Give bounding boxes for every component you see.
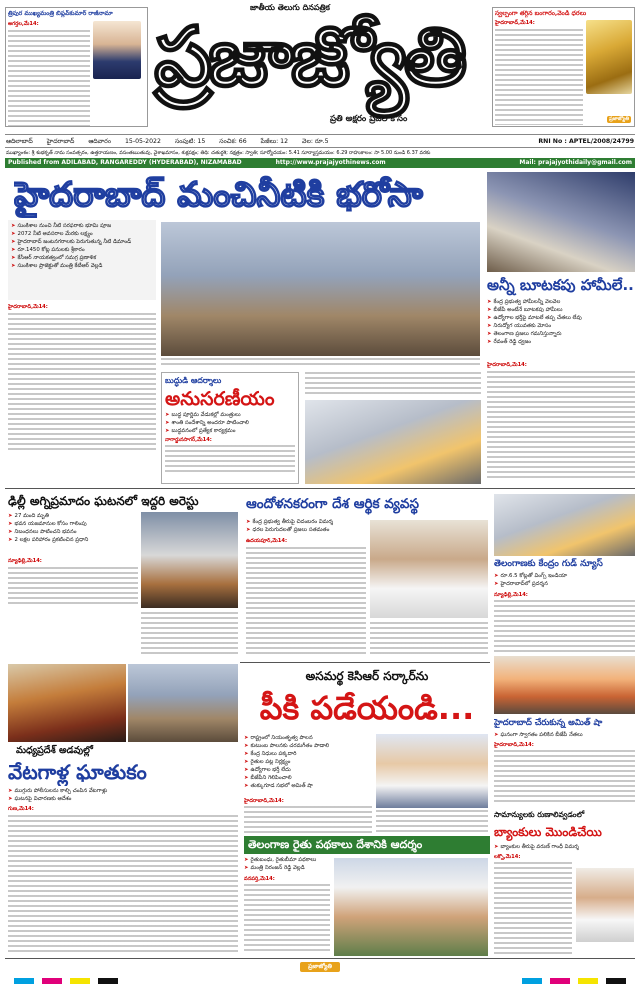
budhi-text-col (305, 372, 481, 396)
day: ఆదివారం (88, 138, 111, 145)
kcr-bullets (244, 734, 372, 796)
banks-bullet-text: బ్యాంకుల తీరుపై వరుణ్ గాంధీ విమర్శ (500, 844, 579, 850)
telangana-central-dateline: న్యూఢిల్లీ,మే14: (494, 592, 528, 598)
mp-bullet: ➤ ముగ్గురు పోలీసులను కాల్చి చంపిన వేటగాళ్లు (8, 788, 108, 794)
economy-body (246, 538, 366, 658)
kcr-bullet: ➤ రాష్ట్రంలో నియంతృత్వ పాలన (244, 735, 313, 741)
budhi-headline: అనుసరణీయం (165, 388, 275, 410)
revanth-bullet-text: తెలంగాణ ప్రజలు గమనిస్తున్నారు (493, 331, 562, 337)
revanth-bullet-text: కేంద్ర ప్రభుత్వ హామీలన్నీ వెలవెల (493, 299, 561, 305)
portrait-photo (93, 21, 141, 79)
revanth-headline: అన్నీ బూటకపు హామీలే.. (487, 276, 634, 294)
kcr-bullet-text: తుక్కుగూడ సభలో అమిత్ షా (250, 783, 313, 789)
revanth-bullet: ➤ నిరుద్యోగ యువతకు మోసం (487, 323, 552, 329)
revanth-bullet-text: బీజేపీ అంటేనే బూటకపు హామీలు (493, 307, 563, 313)
amit-bullet-text: ఘనంగా స్వాగతం పలికిన బీజేపీ నేతలు (500, 732, 583, 738)
mp-bullets (8, 787, 238, 805)
gold-box-headline: స్వల్పంగా తగ్గిన బంగారం,వెండి ధరలు (495, 10, 587, 17)
revanth-bullet: ➤ బీజేపీ అంటేనే బూటకపు హామీలు (487, 307, 563, 313)
price: వెల: రూ.5 (302, 138, 329, 145)
lead-body (8, 304, 156, 454)
place: ఆదిలాబాద్ (6, 138, 33, 145)
mp-headline: వేటగాళ్ల ఘాతుకం (8, 760, 147, 784)
revanth-bullet: ➤ తెలంగాణ ప్రజలు గమనిస్తున్నారు (487, 331, 562, 337)
kcr-bullet: ➤ బీజేపీని గెలిపించాలి (244, 775, 292, 781)
kcr-dateline: హైదరాబాద్,మే14: (244, 798, 284, 804)
kcr-headline: పీకి పడేయండి... (259, 689, 475, 727)
chidambaram-photo (370, 520, 488, 618)
pages: పేజీలు: 12 (260, 138, 289, 145)
kcr-bullet: ➤ కేంద్ర నిధులు పక్కదారి (244, 751, 297, 757)
volume: సంపుటి: 15 (174, 138, 206, 145)
date: 15-05-2022 (124, 138, 161, 145)
economy-bullets (246, 518, 366, 536)
issue: సంచిక: 66 (219, 138, 247, 145)
delhi-bullet-text: 2 లక్షల పరిహారం ప్రకటించిన ప్రధాని (14, 537, 89, 543)
budhi-bullet-text: బుద్ధ పూర్ణిమ వేడుకల్లో మంత్రులు (171, 412, 241, 418)
telangana-central-bullets (494, 572, 635, 590)
banks-bullet: ➤ బ్యాంకుల తీరుపై వరుణ్ గాంధీ విమర్శ (494, 844, 579, 850)
revanth-body (487, 362, 635, 480)
delhi-bullet: ➤ 2 లక్షల పరిహారం ప్రకటించిన ప్రధాని (8, 537, 89, 543)
delhi-bullet-text: భవన యజమానుల కోసం గాలింపు (14, 521, 87, 527)
lead-dateline: హైదరాబాద్,మే14: (8, 304, 48, 310)
delhi-bullet: ➤ 27 మంది మృతి (8, 513, 49, 519)
banks-dateline: లక్నో,మే14: (494, 854, 521, 860)
farmers-bullets (244, 856, 330, 874)
budhi-kicker: బుద్ధుడి ఆదర్శాలు (165, 376, 222, 385)
lead-bullet-text: సుంకిశాల ప్రాజెక్టుతో మంత్రి కేటీఆర్ వెల్లడి (17, 263, 103, 269)
banks-bullets (494, 843, 635, 853)
kcr-bullet: ➤ రైతుల పట్ల నిర్లక్ష్యం (244, 759, 291, 765)
delhi-body (8, 558, 138, 608)
budhi-photo (305, 400, 481, 484)
revanth-bullet: ➤ కేంద్ర ప్రభుత్వ హామీలన్నీ వెలవెల (487, 299, 561, 305)
lead-bullet: ➤ సుంకిశాల ప్రాజెక్టుతో మంత్రి కేటీఆర్ వెల్లడి (11, 263, 103, 269)
mp-bullet-text: ఘటనపై విచారణకు ఆదేశం (14, 796, 72, 802)
lead-headline: హైదరాబాద్ మంచినీటికి భరోసా (14, 175, 423, 215)
info-bar: ముఖ్యాంశం: శ్రీ శుభకృత్ నామ సంవత్సరం, ఉత్తరాయణం, వసంతఋతువు, వైశాఖమాసం, శుక్లపక్షం; తిథి: చతుర్దశి; నక్షత్రం: స్వాతి; సూర్యోదయం: 5.41 సూర్యాస్తమయం: 6.29 రాహుకాలం: సా 5.00 నుండి 6.37 వరకు (6, 150, 431, 156)
delhi-bullets (8, 512, 138, 556)
gold-box-dateline: హైదరాబాద్,మే14: (495, 20, 535, 26)
lead-bullet: ➤ సుంకిశాల నుంచి నీటి సరఫరాకు భూమి పూజ (11, 223, 112, 229)
delhi-bullet: ➤ నిబంధనలు పాటించని భవనం (8, 529, 77, 535)
delhi-headline: ఢిల్లీ అగ్నిప్రమాదం ఘటనలో ఇద్దరి అరెస్టు (8, 494, 199, 508)
mp-photo-2 (128, 664, 238, 742)
economy-dateline: ఉదయపూర్,మే14: (246, 538, 288, 544)
telangana-central-bullet: ➤ హైదరాబాద్‌లో ప్రదర్శన (494, 581, 548, 587)
lead-photo-caption (161, 358, 480, 370)
lead-photo (161, 222, 480, 356)
gold-box-badge: ప్రజాజ్యోతి (609, 116, 629, 122)
varun-photo (576, 868, 634, 942)
kcr-caption (376, 810, 488, 834)
amit-arrival-photo (494, 656, 635, 714)
lead-bullet: ➤ 2072 నీటి అవసరాల మేరకు లక్ష్యం (11, 231, 93, 237)
mail-text: Mail: prajajyothidaily@gmail.com (519, 159, 632, 166)
mp-photo (8, 664, 126, 742)
gold-bars-photo (586, 20, 632, 94)
newspaper-title: ప్రజాజ్యోతి (154, 10, 464, 105)
kcr-bullet: ➤ తుక్కుగూడ సభలో అమిత్ షా (244, 783, 313, 789)
farmers-bullet-text: మంత్రి నిరంజన్ రెడ్డి వెల్లడి (250, 865, 305, 871)
budhi-bullet: ➤ బుద్ధవనంలో ప్రత్యేక కార్యక్రమం (165, 428, 236, 434)
budhi-bullet-text: శాంతి సందేశాన్ని అందరూ పాటించాలి (171, 420, 249, 426)
mp-bullet-text: ముగ్గురు పోలీసులను కాల్చి చంపిన వేటగాళ్లు (14, 788, 108, 794)
delhi-body-2 (141, 612, 238, 660)
farmers-photo (334, 858, 488, 956)
motto-text: ప్రతి అక్షరం ప్రజల కోసం (330, 114, 408, 124)
revanth-bullet-text: ఉద్యోగాల భర్తీపై మాటలే తప్ప చేతలు లేవు (493, 315, 582, 321)
telangana-central-bullet: ➤ రూ.6.5 కోట్లతో వింగ్స్ ఇండియా (494, 573, 568, 579)
revanth-bullet-text: నిరుద్యోగ యువతకు మోసం (493, 323, 552, 329)
banks-headline: బ్యాంకులు మొండిచేయి (494, 825, 602, 839)
published-strip (5, 158, 635, 168)
banks-kicker: సామాన్యులకు రుణాలివ్వడంలో (494, 810, 585, 819)
lead-bullet-text: సుంకిశాల నుంచి నీటి సరఫరాకు భూమి పూజ (17, 223, 112, 229)
telangana-central-body (494, 592, 635, 652)
color-registration-bar (14, 978, 626, 984)
farmers-headline: తెలంగాణ రైతు పథకాలు దేశానికి ఆదర్శం (244, 836, 490, 854)
amit-bullet: ➤ ఘనంగా స్వాగతం పలికిన బీజేపీ నేతలు (494, 732, 583, 738)
revanth-bullet: ➤ ఉద్యోగాల భర్తీపై మాటలే తప్ప చేతలు లేవు (487, 315, 582, 321)
farmers-dateline: వనపర్తి,మే14: (244, 876, 275, 882)
amit-dateline: హైదరాబాద్,మే14: (494, 742, 534, 748)
lead-bullet-text: హైదరాబాద్ జంటనగరాలకు పెరుగుతున్న నీటి డిమాండ్ (17, 239, 132, 245)
amit-headline: హైదరాబాద్ చేరుకున్న అమిత్ షా (494, 718, 603, 728)
farmers-body (244, 876, 330, 956)
lead-bullet: ➤ హైదరాబాద్ జంటనగరాలకు పెరుగుతున్న నీటి డిమాండ్ (11, 239, 132, 245)
amit-bullets (494, 731, 635, 741)
kcr-body (244, 798, 372, 834)
lead-bullet-text: రూ.1450 కోట్ల పనులకు శ్రీకారం (17, 247, 85, 253)
budhi-dateline: నాగార్జునసాగర్,మే14: (165, 437, 212, 443)
revanth-bullet-text: రేవంత్ రెడ్డి ధ్వజం (493, 339, 532, 345)
lead-bullet: ➤ కేసీఆర్ నాయకత్వంలో సమగ్ర ప్రణాళిక (11, 255, 97, 261)
budhi-bullet: ➤ శాంతి సందేశాన్ని అందరూ పాటించాలి (165, 420, 249, 426)
telangana-central-headline: తెలంగాణకు కేంద్రం గుడ్ న్యూస్ (494, 559, 603, 569)
footer-badge: ప్రజాజ్యోతి (300, 962, 340, 972)
economy-bullet-text: కేంద్ర ప్రభుత్వ తీరుపై చిదంబరం విమర్శ (252, 519, 334, 525)
economy-bullet: ➤ కేంద్ర ప్రభుత్వ తీరుపై చిదంబరం విమర్శ (246, 519, 334, 525)
revanth-bullet: ➤ రేవంత్ రెడ్డి ధ్వజం (487, 339, 532, 345)
delhi-bullet: ➤ భవన యజమానుల కోసం గాలింపు (8, 521, 87, 527)
kcr-bullet-text: ఉద్యోగాల భర్తీ లేదు (250, 767, 291, 773)
budhi-bullet: ➤ బుద్ధ పూర్ణిమ వేడుకల్లో మంత్రులు (165, 412, 241, 418)
farmers-bullet: ➤ రైతుబంధు, రైతుబీమా పథకాలు (244, 857, 317, 863)
delhi-bullet-text: నిబంధనలు పాటించని భవనం (14, 529, 77, 535)
farmers-bullet-text: రైతుబంధు, రైతుబీమా పథకాలు (250, 857, 317, 863)
left-box-headline: త్రిపుర ముఖ్యమంత్రి బిప్లవ్‌కుమార్ రాజీనామా (8, 10, 113, 17)
lead-bullet-text: 2072 నీటి అవసరాల మేరకు లక్ష్యం (17, 231, 93, 237)
lead-bullets (8, 220, 156, 300)
website-link[interactable]: http://www.prajajyothinews.com (275, 159, 386, 166)
date-line (6, 137, 634, 146)
airport-photo (494, 494, 635, 556)
kcr-bullet-text: కుటుంబ పాలనకు చరమగీతం పాడాలి (250, 743, 330, 749)
revanth-dateline: హైదరాబాద్,మే14: (487, 362, 527, 368)
kcr-bullet-text: బీజేపీని గెలిపించాలి (250, 775, 292, 781)
amit-body (494, 742, 635, 804)
economy-bullet: ➤ ధరల పెరుగుదలతో ప్రజలు సతమతం (246, 527, 330, 533)
motto (330, 114, 407, 126)
kcr-bullet: ➤ ఉద్యోగాల భర్తీ లేదు (244, 767, 291, 773)
lead-bullet-text: కేసీఆర్ నాయకత్వంలో సమగ్ర ప్రణాళిక (17, 255, 97, 261)
published-text: Published from ADILABAD, RANGAREDDY (HYDERABAD), NIZAMABAD (8, 159, 242, 166)
edition: హైదరాబాద్ (46, 138, 75, 145)
amit-shah-photo (376, 734, 488, 808)
mp-body (8, 806, 238, 956)
kcr-bullet-text: రాష్ట్రంలో నియంతృత్వ పాలన (250, 735, 313, 741)
tagline: జాతీయ తెలుగు దినపత్రిక (250, 3, 330, 12)
economy-bullet-text: ధరల పెరుగుదలతో ప్రజలు సతమతం (252, 527, 330, 533)
budhi-bullet-text: బుద్ధవనంలో ప్రత్యేక కార్యక్రమం (171, 428, 236, 434)
left-top-box (5, 7, 148, 127)
delhi-dateline: న్యూఢిల్లీ,మే14: (8, 558, 42, 564)
mp-dateline: గుణ,మే14: (8, 806, 34, 812)
mp-kicker: మధ్యప్రదేశ్ అడవుల్లో (16, 745, 93, 756)
telangana-central-bullet-text: హైదరాబాద్‌లో ప్రదర్శన (500, 581, 548, 587)
telangana-central-bullet-text: రూ.6.5 కోట్లతో వింగ్స్ ఇండియా (500, 573, 568, 579)
lead-bullet: ➤ రూ.1450 కోట్ల పనులకు శ్రీకారం (11, 247, 85, 253)
economy-caption (370, 622, 488, 658)
mp-bullet: ➤ ఘటనపై విచారణకు ఆదేశం (8, 796, 72, 802)
delhi-bullet-text: 27 మంది మృతి (14, 513, 49, 519)
rni: RNI No : APTEL/2008/24799 (538, 138, 634, 145)
kcr-bullet-text: కేంద్ర నిధులు పక్కదారి (250, 751, 297, 757)
banks-body (494, 854, 572, 954)
economy-headline: ఆందోళనకరంగా దేశ ఆర్థిక వ్యవస్థ (246, 496, 419, 512)
kcr-bullet-text: రైతుల పట్ల నిర్లక్ష్యం (250, 759, 291, 765)
masthead (150, 0, 490, 136)
kcr-bullet: ➤ కుటుంబ పాలనకు చరమగీతం పాడాలి (244, 743, 330, 749)
kcr-kicker: అసమర్థ కెసిఆర్ సర్కార్‌ను (305, 669, 429, 683)
budhi-box (161, 372, 299, 484)
farmers-bullet: ➤ మంత్రి నిరంజన్ రెడ్డి వెల్లడి (244, 865, 305, 871)
revanth-photo (487, 172, 635, 272)
revanth-bullets (487, 298, 635, 360)
left-box-dateline: అగర్తల,మే14: (8, 21, 39, 27)
gold-box (492, 7, 635, 127)
delhi-fire-photo (141, 512, 238, 608)
